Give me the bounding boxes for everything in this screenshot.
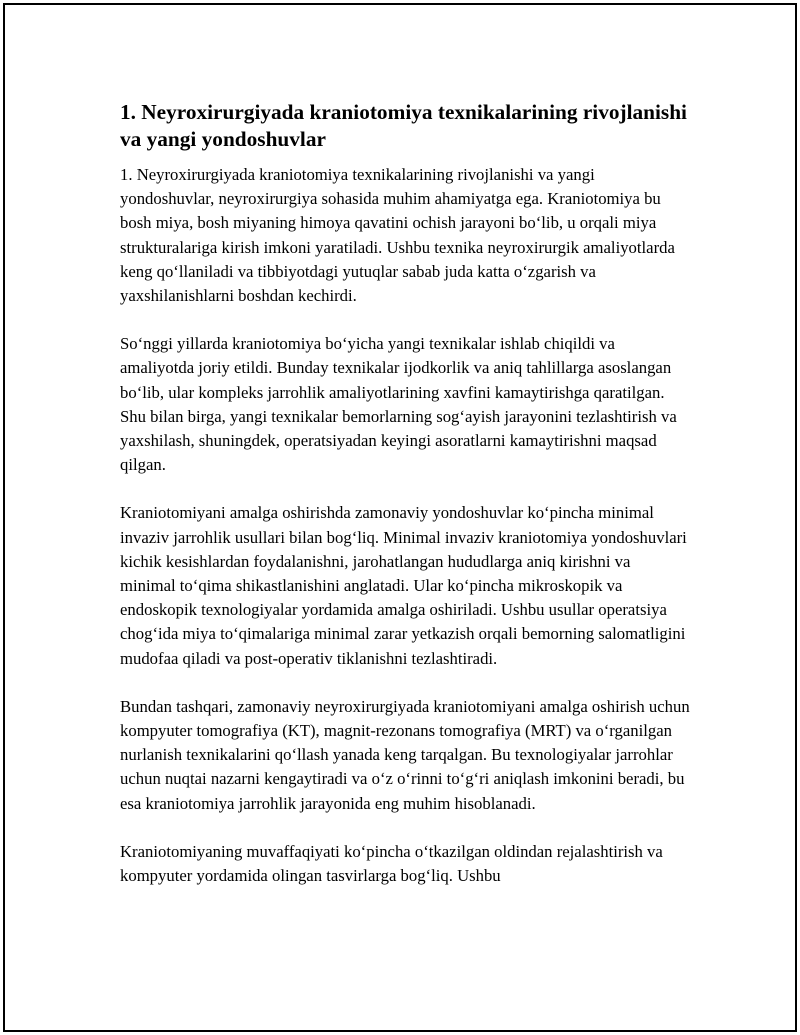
- paragraph: Kraniotomiyani amalga oshirishda zamonaviy yondoshuvlar koʻpincha minimal invaziv jarrohlik usullari bilan bogʻliq. Minimal invaziv kraniotomiya yondoshuvlari kichik kesishlardan foydalanishni, jarohatlangan hududlarga aniq kirishni va minimal toʻqima shikastlanishini anglatadi. Ular koʻpincha mikroskopik va endoskopik texnologiyalar yordamida amalga oshiriladi. Ushbu usullar operatsiya chogʻida miya toʻqimalariga minimal zarar yetkazish orqali bemorning salomatligini mudofaa qiladi va post-operativ tiklanishni tezlashtiradi.: [120, 503, 687, 668]
- paragraph: Bundan tashqari, zamonaviy neyroxirurgiyada kraniotomiyani amalga oshirish uchun kompyuter tomografiya (KT), magnit-rezonans tomografiya (MRT) va oʻrganilgan nurlanish texnikalarini qoʻllash yanada keng tarqalgan. Bu texnologiyalar jarrohlar uchun nuqtai nazarni kengaytiradi va oʻz oʻrinni toʻgʻri aniqlash imkonini beradi, bu esa kraniotomiya jarrohlik jarayonida eng muhim hisoblanadi.: [120, 696, 690, 813]
- paragraph: Soʻnggi yillarda kraniotomiya boʻyicha yangi texnikalar ishlab chiqildi va amaliyotda joriy etildi. Bunday texnikalar ijodkorlik va aniq tahlillarga asoslangan boʻlib, ular kompleks jarrohlik amaliyotlarining xavfini kamaytirishga qaratilgan. Shu bilan birga, yangi texnikalar bemorlarning sogʻayish jarayonini tezlashtirish va yaxshilash, shuningdek, operatsiyadan keyingi asoratlarni kamaytirishni maqsad qilgan.: [120, 334, 677, 475]
- paragraph: Kraniotomiyaning muvaffaqiyati koʻpincha oʻtkazilgan oldindan rejalashtirish va kompyuter yordamida olingan tasvirlarga bogʻliq. Ushbu: [120, 841, 663, 886]
- document-body: [120, 99, 690, 912]
- page-frame: [3, 3, 797, 1032]
- paragraph: 1. Neyroxirurgiyada kraniotomiya texnikalarining rivojlanishi va yangi yondoshuvlar, neyroxirurgiya sohasida muhim ahamiyatga ega. Kraniotomiya bu bosh miya, bosh miyaning himoya qavatini ochish jarayoni boʻlib, u orqali miya strukturalariga kirish imkoni yaratiladi. Ushbu texnika neyroxirurgik amaliyotlarda keng qoʻllaniladi va tibbiyotdagi yutuqlar sabab juda katta oʻzgarish va yaxshilanishlarni boshdan kechirdi.: [120, 165, 675, 306]
- document-title: 1. Neyroxirurgiyada kraniotomiya texnikalarining rivojlanishi va yangi yondoshuvlar: [120, 100, 687, 151]
